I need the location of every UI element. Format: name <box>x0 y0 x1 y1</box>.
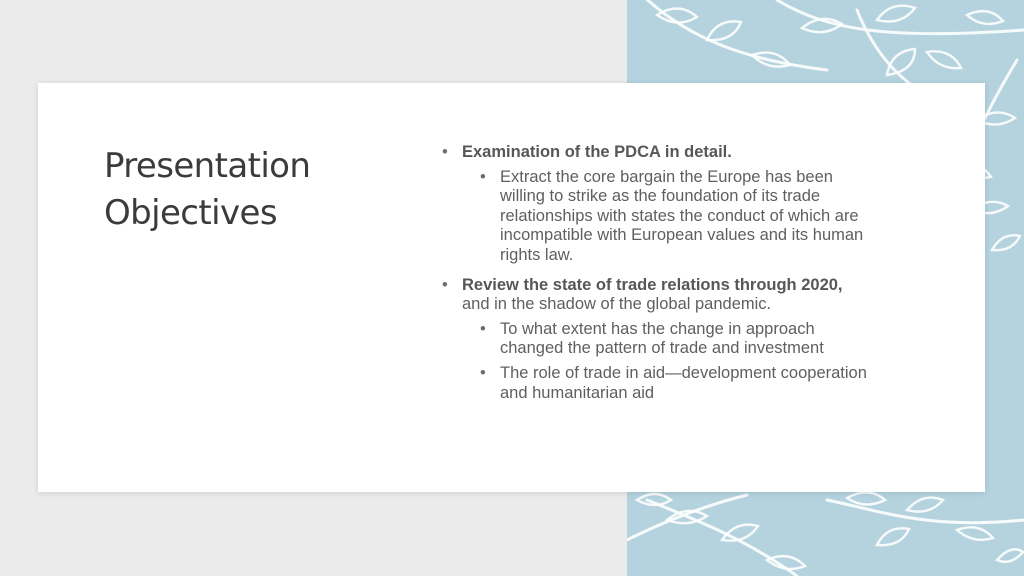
objective-subitems <box>462 168 872 266</box>
objective-text: and in the shadow of the global pandemic. <box>462 295 772 314</box>
objective-heading: Examination of the PDCA in detail. <box>462 143 732 161</box>
slide-title <box>104 143 364 237</box>
sub-item: • To what extent has the change in approach changed the pattern of trade and investment <box>480 320 872 359</box>
content-card <box>38 83 985 492</box>
objective-heading: Review the state of trade relations through 2020, <box>462 275 843 294</box>
slide-title-line-2: Objectives <box>104 193 277 233</box>
slide-title-line-1: Presentation <box>104 146 311 186</box>
objective-item <box>442 143 872 266</box>
sub-item: • Extract the core bargain the Europe has been willing to strike as the foundation of its trade relationships with states the conduct of which are incompatible with European values and its human rights law. <box>480 168 872 266</box>
sub-item: • The role of trade in aid—development cooperation and humanitarian aid <box>480 364 872 403</box>
objectives-list <box>442 143 872 403</box>
objective-subitems <box>462 320 872 403</box>
objective-item <box>442 276 872 404</box>
